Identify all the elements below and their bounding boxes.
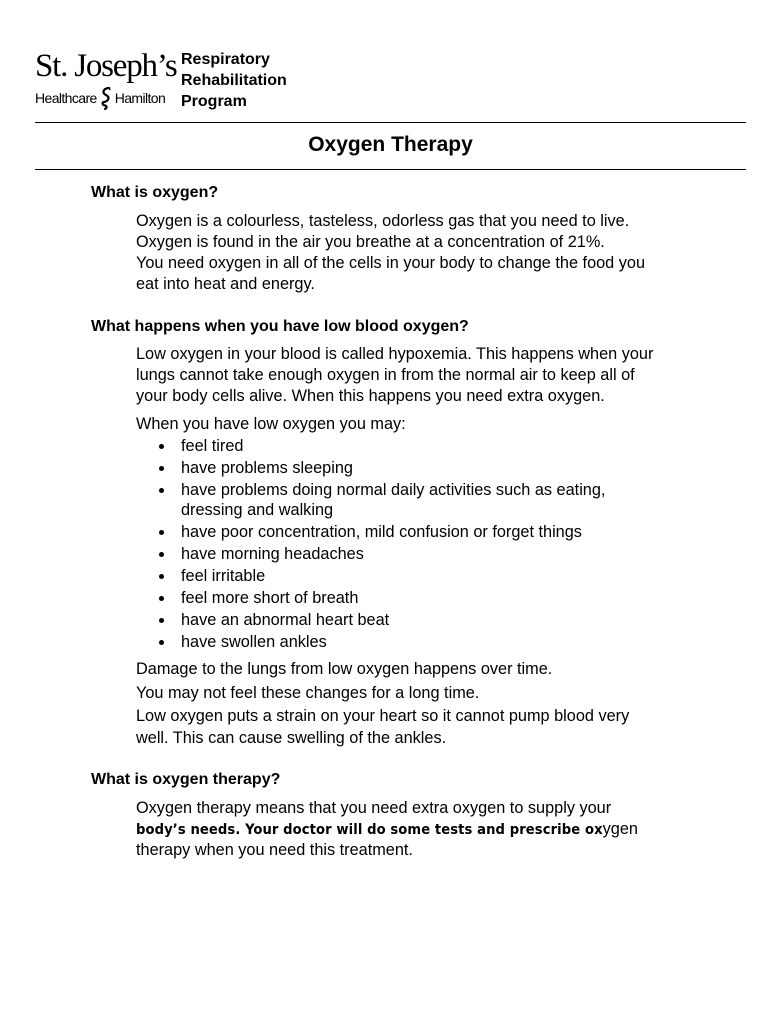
text-line: well. This can cause swelling of the ankles. bbox=[136, 729, 447, 747]
text-line: Low oxygen puts a strain on your heart so it cannot pump blood very bbox=[136, 707, 630, 725]
text-line: Oxygen is a colourless, tasteless, odorless gas that you need to live. bbox=[136, 212, 630, 230]
list-item: have swollen ankles bbox=[158, 631, 718, 653]
bullet-icon bbox=[159, 596, 164, 601]
section-heading-oxygen-therapy: What is oxygen therapy? bbox=[91, 771, 281, 788]
text-line: eat into heat and energy. bbox=[136, 275, 315, 293]
low-oxygen-effects bbox=[136, 657, 736, 749]
symptom-list-intro bbox=[136, 414, 736, 435]
section-body-oxygen-therapy bbox=[136, 798, 736, 861]
list-item: feel irritable bbox=[158, 565, 718, 587]
bullet-icon bbox=[159, 574, 164, 579]
text-line: Oxygen therapy means that you need extra oxygen to supply your bbox=[136, 799, 612, 817]
list-item: feel tired bbox=[158, 435, 718, 457]
logo-sub-right: Hamilton bbox=[114, 90, 166, 106]
text-line: You need oxygen in all of the cells in your body to change the food you bbox=[136, 254, 646, 272]
list-item: have poor concentration, mild confusion or forget things bbox=[158, 521, 718, 543]
section-heading-low-blood-oxygen: What happens when you have low blood oxygen? bbox=[91, 318, 469, 335]
top-divider bbox=[35, 122, 746, 123]
list-item: have problems sleeping bbox=[158, 457, 718, 479]
list-item: have an abnormal heart beat bbox=[158, 609, 718, 631]
text-line: When you have low oxygen you may: bbox=[136, 415, 406, 433]
text-line: You may not feel these changes for a long time. bbox=[136, 684, 480, 702]
logo-subtitle bbox=[35, 86, 165, 110]
logo-emblem-icon bbox=[99, 86, 113, 110]
list-item: have problems doing normal daily activities such as eating, dressing and walking bbox=[158, 479, 718, 521]
title-divider bbox=[35, 169, 746, 170]
logo-wordmark: St. Joseph’s bbox=[35, 48, 177, 84]
bullet-icon bbox=[159, 444, 164, 449]
logo-sub-left: Healthcare bbox=[35, 90, 97, 106]
list-item-continuation: dressing and walking bbox=[181, 501, 334, 519]
program-line: Program bbox=[181, 93, 247, 110]
program-line: Respiratory bbox=[181, 51, 270, 68]
page-title: Oxygen Therapy bbox=[308, 133, 473, 156]
text-line: Oxygen is found in the air you breathe at a concentration of 21%. bbox=[136, 233, 605, 251]
symptom-list bbox=[158, 435, 718, 653]
text-line: body’s needs. Your doctor will do some tests and prescribe oxygen bbox=[136, 820, 638, 838]
list-item: have morning headaches bbox=[158, 543, 718, 565]
list-item: feel more short of breath bbox=[158, 587, 718, 609]
section-body-what-is-oxygen bbox=[136, 211, 736, 295]
text-line: Low oxygen in your blood is called hypoxemia. This happens when your bbox=[136, 345, 654, 363]
text-line: lungs cannot take enough oxygen in from the normal air to keep all of bbox=[136, 366, 635, 384]
bullet-icon bbox=[159, 488, 164, 493]
text-line: your body cells alive. When this happens you need extra oxygen. bbox=[136, 387, 605, 405]
section-heading-what-is-oxygen: What is oxygen? bbox=[91, 184, 219, 201]
bullet-icon bbox=[159, 466, 164, 471]
bullet-icon bbox=[159, 530, 164, 535]
text-line: Damage to the lungs from low oxygen happens over time. bbox=[136, 660, 553, 678]
program-line: Rehabilitation bbox=[181, 72, 287, 89]
bullet-icon bbox=[159, 618, 164, 623]
text-line: therapy when you need this treatment. bbox=[136, 841, 413, 859]
program-name bbox=[181, 49, 287, 112]
section-body-low-blood-oxygen bbox=[136, 344, 736, 407]
bullet-icon bbox=[159, 640, 164, 645]
bullet-icon bbox=[159, 552, 164, 557]
